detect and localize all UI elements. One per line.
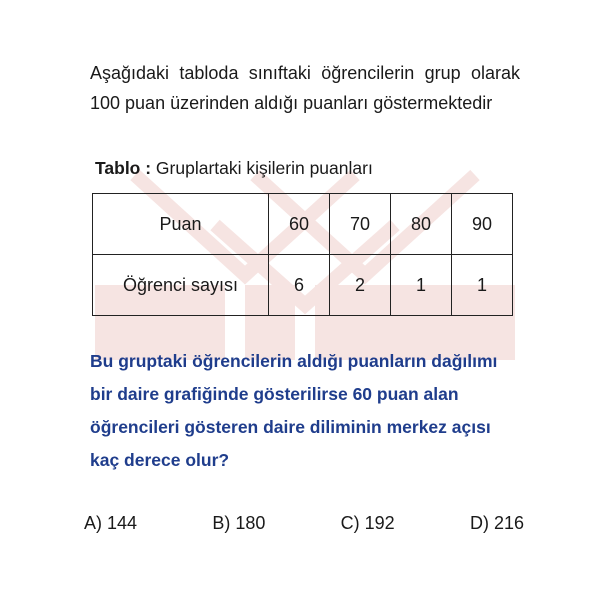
caption-text: Gruplartaki kişilerin puanları	[151, 158, 373, 178]
score-row	[93, 194, 513, 255]
option-a[interactable]: A) 144	[84, 513, 138, 533]
table-caption	[95, 158, 373, 179]
question-text: Bu gruptaki öğrencilerin aldığı puanların dağılımı bir daire grafiğinde gösterilirse 60 puan alan öğrencileri gösteren daire diliminin merkez açısı kaç derece olur?	[90, 351, 498, 470]
option-c[interactable]: C) 192	[340, 513, 395, 533]
score-cell: 70	[330, 194, 391, 255]
intro-text: Aşağıdaki tabloda sınıftaki öğrencilerin grup olarak 100 puan üzerinden aldığı puanları göstermektedir	[90, 63, 520, 113]
score-cell: 80	[391, 194, 452, 255]
count-cell: 1	[452, 255, 513, 316]
score-cell: 60	[269, 194, 330, 255]
count-cell: 6	[269, 255, 330, 316]
answer-options	[84, 513, 524, 534]
count-cell: 2	[330, 255, 391, 316]
count-cell: 1	[391, 255, 452, 316]
count-row	[93, 255, 513, 316]
row-label-count: Öğrenci sayısı	[93, 255, 269, 316]
option-d[interactable]: D) 216	[469, 513, 524, 533]
scores-table	[92, 193, 513, 316]
score-cell: 90	[452, 194, 513, 255]
option-b[interactable]: B) 180	[212, 513, 266, 533]
caption-label: Tablo :	[95, 158, 152, 178]
row-label-score: Puan	[93, 194, 269, 255]
